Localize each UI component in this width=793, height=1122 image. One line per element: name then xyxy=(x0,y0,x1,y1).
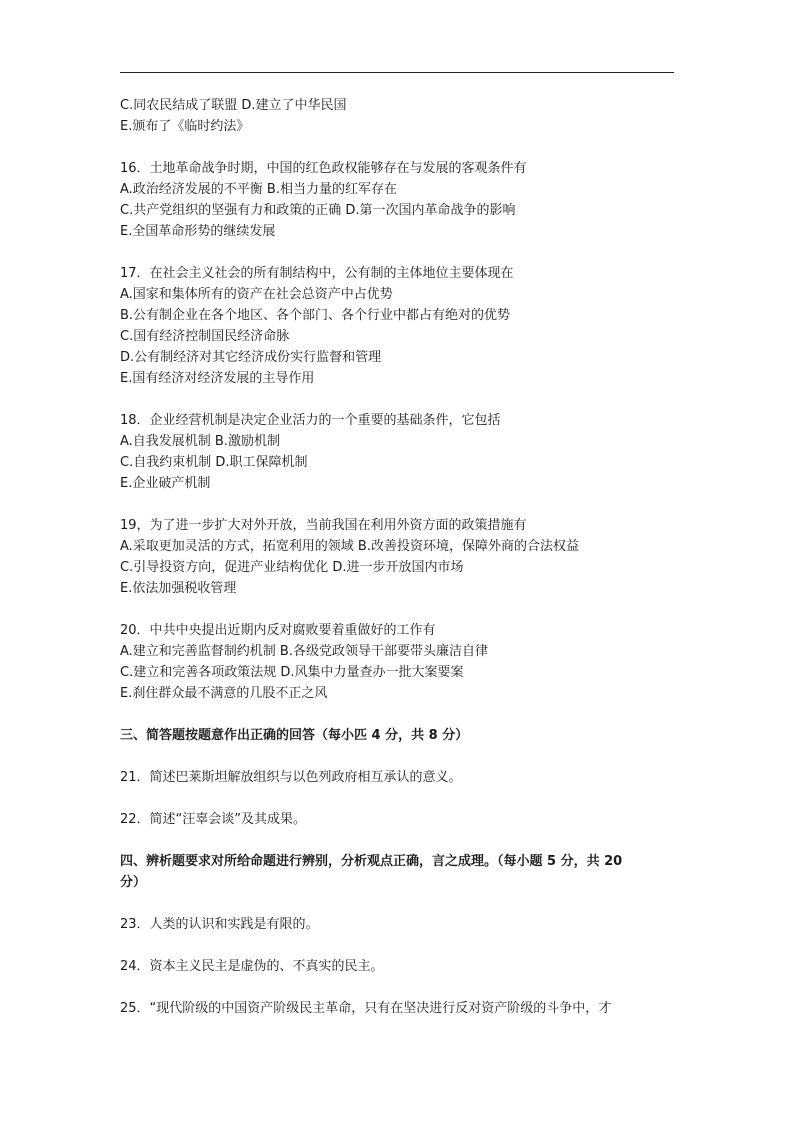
blank-line xyxy=(120,242,680,263)
blank-line xyxy=(120,893,680,914)
text-line: A.建立和完善监督制约机制 B.各级党政领导干部要带头廉洁自律 xyxy=(120,644,488,659)
blank-line xyxy=(120,788,680,809)
text-line: E.企业破产机制 xyxy=(120,476,211,491)
text-line: C.自我约束机制 D.职工保障机制 xyxy=(120,455,308,470)
text-line: 21．简述巴莱斯坦解放组织与以色列政府相互承认的意义。 xyxy=(120,770,462,785)
section-heading: 三、简答题按题意作出正确的回答（每小匹 4 分，共 8 分） xyxy=(120,728,469,743)
blank-line xyxy=(120,977,680,998)
blank-line xyxy=(120,830,680,851)
blank-line xyxy=(120,935,680,956)
header-rule xyxy=(120,72,674,73)
text-line: 23．人类的认识和实践是有限的。 xyxy=(120,917,319,932)
text-line: B.公有制企业在各个地区、各个部门、各个行业中都占有绝对的优势 xyxy=(120,308,511,323)
text-line: E.依法加强税收管理 xyxy=(120,581,237,596)
text-line: E.刹住群众最不满意的几股不正之风 xyxy=(120,686,328,701)
text-line: C.建立和完善各项政策法规 D.风集中力量查办一批大案要案 xyxy=(120,665,464,680)
blank-line xyxy=(120,137,680,158)
text-line: 19，为了进一步扩大对外开放，当前我国在利用外资方面的政策措施有 xyxy=(120,518,527,533)
text-line: C.国有经济控制国民经济命脉 xyxy=(120,329,290,344)
text-line: E.颁布了《临时约法》 xyxy=(120,119,250,134)
text-line: A.采取更加灵活的方式，拓宽利用的领域 B.改善投资环境，保障外商的合法权益 xyxy=(120,539,579,554)
text-line: C.共产党组织的坚强有力和政策的正确 D.第一次国内革命战争的影响 xyxy=(120,203,516,218)
text-line: 18．企业经营机制是决定企业活力的一个重要的基础条件，它包括 xyxy=(120,413,501,428)
text-line: 22．简述“汪辜会谈”及其成果。 xyxy=(120,812,307,827)
text-line: 16．土地革命战争时期，中国的红色政权能够存在与发展的客观条件有 xyxy=(120,161,527,176)
text-line: 17．在社会主义社会的所有制结构中，公有制的主体地位主要体现在 xyxy=(120,266,514,281)
text-line: C.同农民结成了联盟 D.建立了中华民国 xyxy=(120,98,347,113)
text-line: 20．中共中央提出近期内反对腐败要着重做好的工作有 xyxy=(120,623,436,638)
blank-line xyxy=(120,704,680,725)
text-line: 24．资本主义民主是虚伪的、不真实的民主。 xyxy=(120,959,384,974)
section-heading: 分） xyxy=(120,875,147,890)
text-line: 25．“现代阶级的中国资产阶级民主革命，只有在坚决进行反对资产阶级的斗争中，才 xyxy=(120,1001,612,1016)
text-line: C.引导投资方向，促进产业结构优化 D.进一步开放国内市场 xyxy=(120,560,464,575)
text-line: E.国有经济对经济发展的主导作用 xyxy=(120,371,315,386)
text-line: A.政治经济发展的不平衡 B.相当力量的红军存在 xyxy=(120,182,397,197)
text-line: D.公有制经济对其它经济成份实行监督和管理 xyxy=(120,350,382,365)
blank-line xyxy=(120,599,680,620)
text-line: E.全国革命形势的继续发展 xyxy=(120,224,276,239)
section-heading: 四、辨析题要求对所给命题进行辨别，分析观点正确，言之成理。（每小题 5 分，共 20 xyxy=(120,854,623,869)
blank-line xyxy=(120,746,680,767)
text-line: A.国家和集体所有的资产在社会总资产中占优势 xyxy=(120,287,393,302)
document-body xyxy=(120,95,680,1019)
text-line: A.自我发展机制 B.激励机制 xyxy=(120,434,280,449)
blank-line xyxy=(120,494,680,515)
blank-line xyxy=(120,389,680,410)
